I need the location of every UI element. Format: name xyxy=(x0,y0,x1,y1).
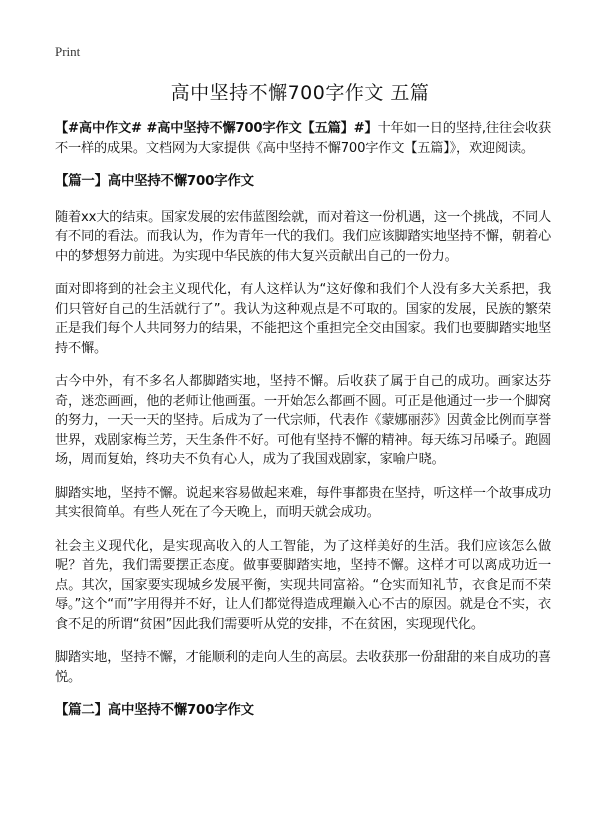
section-heading-1: 【篇一】高中坚持不懈700字作文 xyxy=(55,174,254,189)
body-paragraph: 面对即将到的社会主义现代化，有人这样认为“这好像和我们个人没有多大关系把，我们只管好自己的生活就行了”。我认为这种观点是不可取的。国家的发展，民族的繁荣正是我们每个人共同努力的结果，不能把这个重担完全交由国家。我们也要脚踏实地坚持不懈。 xyxy=(55,282,551,356)
body-paragraph: 随着xx大的结束。国家发展的宏伟蓝图绘就，而对着这一份机遇，这一个挑战，不同人有不同的看法。而我认为，作为青年一代的我们。我们应该脚踏实地坚持不懈，朝着心中的梦想努力前进。为实现中华民族的伟大复兴贡献出自己的一份力。 xyxy=(55,209,551,264)
intro-tag: 【#高中作文# #高中坚持不懈700字作文【五篇】#】 xyxy=(55,121,378,136)
body-paragraph: 脚踏实地，坚持不懈，才能顺利的走向人生的高层。去收获那一份甜甜的来自成功的喜悦。 xyxy=(55,650,551,685)
section-heading-2: 【篇二】高中坚持不懈700字作文 xyxy=(55,703,254,718)
document-body xyxy=(55,119,551,737)
print-label: Print xyxy=(55,44,81,59)
page-title: 高中坚持不懈700字作文 五篇 xyxy=(170,82,430,104)
intro-text: 十年如一日的坚持,往往会收获不一样的成果。文档网为大家提供《高中坚持不懈700字作文【五篇】》，欢迎阅读。 xyxy=(55,121,551,156)
body-paragraph: 脚踏实地，坚持不懈。说起来容易做起来难，每件事都贵在坚持，听这样一个故事成功其实很简单。有些人死在了今天晚上，而明天就会成功。 xyxy=(55,485,551,520)
intro-paragraph xyxy=(55,119,551,158)
body-paragraph: 社会主义现代化，是实现高收入的人工智能，为了这样美好的生活。我们应该怎么做呢？首先，我们需要摆正态度。做事要脚踏实地，坚持不懈。这样才可以离成功近一点。其次，国家要实现城乡发展平衡，实现共同富裕。“仓实而知礼节，衣食足而不荣辱。”这个“而”字用得并不好，让人们都觉得造成理巅入心不古的原因。就是仓不实，衣食不足的所谓“贫困”因此我们需要听从党的安排，不在贫困，实现现代化。 xyxy=(55,538,551,632)
body-paragraph: 古今中外，有不多名人都脚踏实地，坚持不懈。后收获了属于自己的成功。画家达芬奇，迷恋画画，他的老师让他画蛋。一开始怎么都画不圆。可正是他通过一步一个脚窝的努力，一天一天的坚持。后成为了一代宗师，代表作《蒙娜丽莎》因黄金比例而享誉世界，戏剧家梅兰芳，天生条件不好。可他有坚持不懈的精神。每天练习吊嗓子。跑圆场，周而复始，终功夫不负有心人，成为了我国戏剧家，家喻户晓。 xyxy=(55,374,551,467)
